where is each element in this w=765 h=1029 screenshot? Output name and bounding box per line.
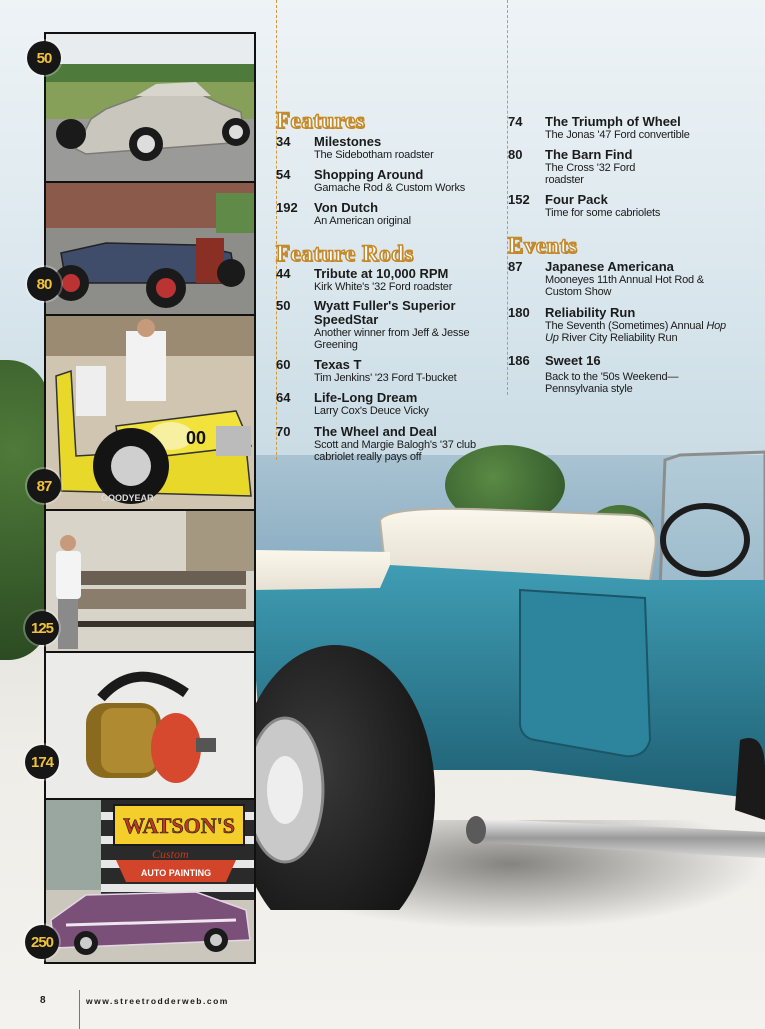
footer-divider [79,990,80,1029]
article-desc: Another winner from Jeff & Jesse [314,327,470,339]
starter-photo [46,653,254,798]
section-feature-rods: Feature Rods [276,241,414,266]
desc-italic: Hop [706,320,726,332]
shop-photo [46,511,254,651]
page-number: 80 [508,147,523,162]
page-number: 54 [276,167,291,182]
footer-url[interactable]: www.streetrodderweb.com [86,996,229,1006]
article-title-line2: SpeedStar [314,312,379,327]
page-badge-87[interactable]: 87 [27,469,61,503]
page-number: 34 [276,134,291,149]
toc-entry-japanese-americana[interactable] [508,259,758,299]
article-title: The Wheel and Deal [314,424,437,439]
dragster-photo [46,316,254,509]
tire-brand: GOODYEAR [101,493,154,503]
article-desc: Kirk White's '32 Ford roadster [314,281,453,293]
article-desc: The Jonas '47 Ford convertible [545,129,690,141]
toc-entry-sweet-16[interactable] [508,353,758,398]
page-number: 74 [508,114,523,129]
thumbnail-starter[interactable] [46,653,254,798]
article-desc: An American original [314,215,411,227]
page-number: 60 [276,357,291,372]
article-desc-line2: Custom Show [545,286,612,298]
page-badge-250[interactable]: 250 [25,925,59,959]
article-desc: Larry Cox's Deuce Vicky [314,405,429,417]
toc-entry-milestones[interactable] [276,134,506,164]
article-title: Milestones [314,134,382,149]
hero-car-photo [240,440,765,910]
article-desc: Scott and Margie Balogh's '37 club [314,439,476,451]
article-desc: Time for some cabriolets [545,207,661,219]
roadster-photo [46,183,254,314]
article-desc-line2: Greening [314,339,358,351]
article-title: Sweet 16 [545,353,601,368]
article-title: Four Pack [545,192,608,207]
article-title: Wyatt Fuller's Superior [314,298,456,313]
toc-entry-shopping-around[interactable] [276,167,506,197]
article-title: Von Dutch [314,200,379,215]
toc-entry-tribute[interactable] [276,266,506,296]
toc-entry-reliability-run[interactable] [508,305,758,345]
article-title: Texas T [314,357,362,372]
desc-part: River City Reliability Run [558,332,678,344]
page-number: 50 [276,298,291,313]
article-desc: Mooneyes 11th Annual Hot Rod & [545,274,704,286]
article-desc-line2: Pennsylvania style [545,383,633,395]
article-title: The Triumph of Wheel [545,114,681,129]
article-desc: Gamache Rod & Custom Works [314,182,466,194]
thumbnail-shop[interactable] [46,511,254,651]
article-desc: The Cross '32 Ford [545,162,636,174]
toc-entry-wheel-and-deal[interactable] [276,424,506,466]
article-title: Reliability Run [545,305,636,320]
page-number: 180 [508,305,530,320]
thumbnail-watsons[interactable] [46,800,254,962]
article-title: Tribute at 10,000 RPM [314,266,449,281]
page-number: 192 [276,200,298,215]
page-number: 70 [276,424,291,439]
thumbnail-strip [44,32,256,964]
page-number: 186 [508,353,530,368]
coupe-photo [46,34,254,181]
article-desc-line2: roadster [545,174,584,186]
page-badge-125[interactable]: 125 [25,611,59,645]
article-desc: Tim Jenkins' '23 Ford T-bucket [314,372,457,384]
page-number: 64 [276,390,291,405]
toc-entry-von-dutch[interactable] [276,200,506,230]
section-events: Events [508,233,578,258]
article-desc-line2: cabriolet really pays off [314,451,422,463]
sign-custom: Custom [152,847,189,861]
thumbnail-coupe[interactable] [46,34,254,181]
article-title: The Barn Find [545,147,633,162]
watsons-photo [46,800,254,962]
footer-page-number: 8 [40,995,46,1006]
page-number: 152 [508,192,530,207]
page-badge-174[interactable]: 174 [25,745,59,779]
desc-part: The Seventh (Sometimes) Annual [545,320,707,332]
thumbnail-dragster[interactable] [46,316,254,509]
article-desc: The Sidebotham roadster [314,149,434,161]
article-title: Life-Long Dream [314,390,418,405]
toc-entry-triumph-of-wheel[interactable] [508,114,758,144]
thumbnail-roadster[interactable] [46,183,254,314]
article-title: Shopping Around [314,167,424,182]
toc-entry-texas-t[interactable] [276,357,506,387]
sign-watsons: WATSON'S [122,813,236,838]
article-title: Japanese Americana [545,259,674,274]
page-badge-50[interactable]: 50 [27,41,61,75]
toc-entry-life-long-dream[interactable] [276,390,506,420]
page-number: 44 [276,266,291,281]
toc-entry-wyatt-fuller[interactable] [276,298,506,353]
toc-entry-four-pack[interactable] [508,192,758,222]
article-desc-line2 [545,332,677,345]
page-badge-80[interactable]: 80 [27,267,61,301]
sign-auto-painting: AUTO PAINTING [140,868,212,878]
section-features: Features [276,108,366,133]
article-desc: Back to the '50s Weekend— [545,371,679,383]
desc-italic: Up [545,332,559,344]
toc-entry-barn-find[interactable] [508,147,758,187]
page-number: 87 [508,259,523,274]
car-number: 00 [186,428,207,448]
